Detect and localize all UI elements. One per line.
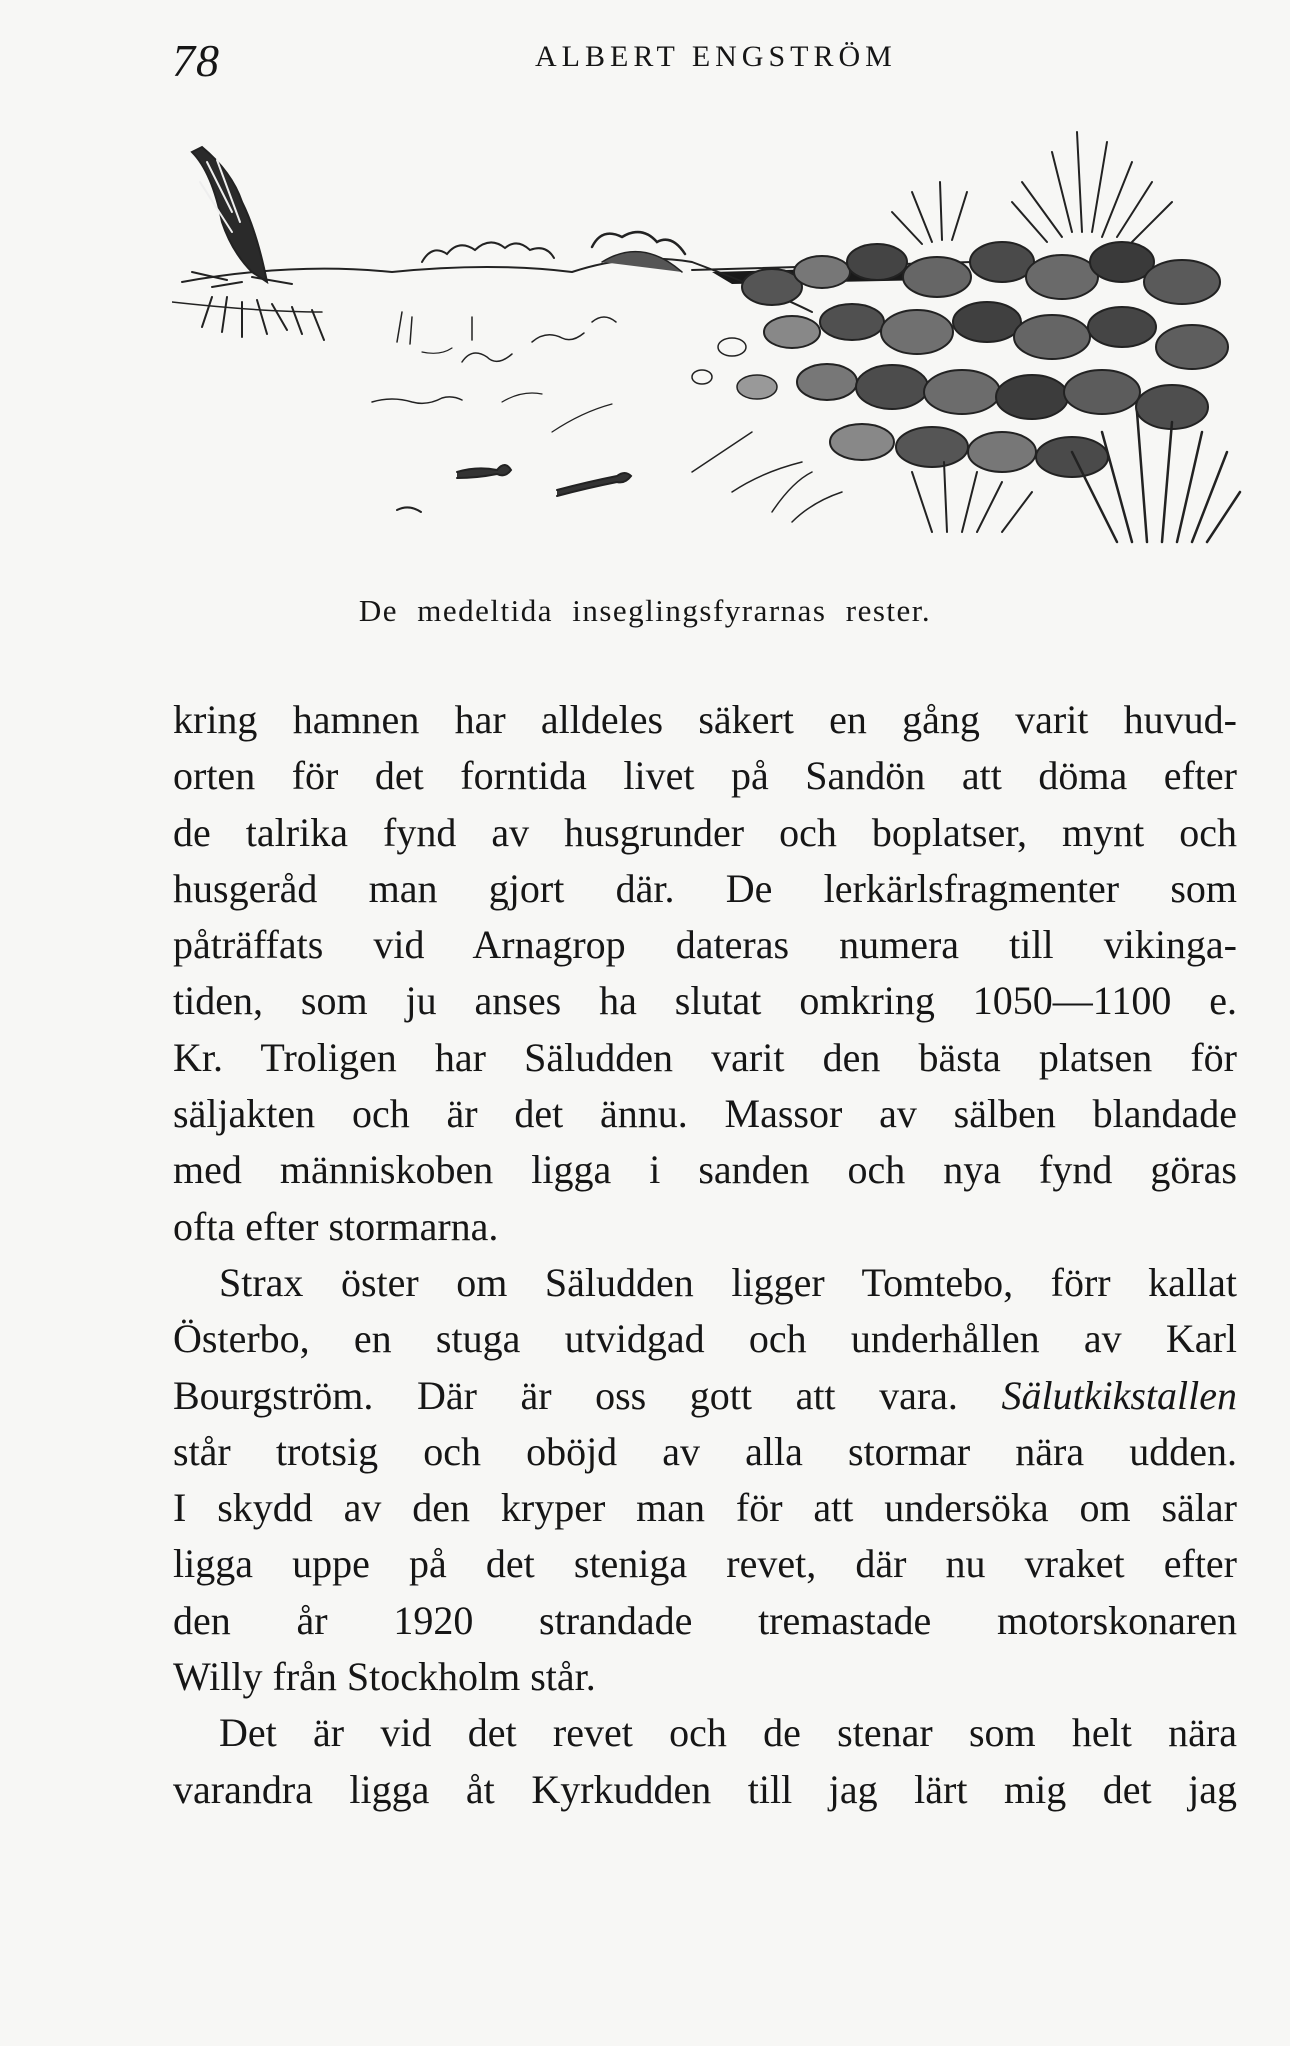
text-line: varandra ligga åt Kyrkudden till jag lärt mig det jag bbox=[173, 1766, 1237, 1812]
text-line: husgeråd man gjort där. De lerkärlsfragmenter som bbox=[173, 865, 1237, 911]
paragraph-3 bbox=[173, 1705, 1237, 1818]
text-line: Österbo, en stuga utvidgad och underhållen av Karl bbox=[173, 1316, 1237, 1362]
body-text bbox=[173, 692, 1237, 1818]
text-line: ligga uppe på det steniga revet, där nu vraket efter bbox=[173, 1541, 1237, 1587]
text-line bbox=[173, 1368, 1237, 1424]
paragraph-2 bbox=[173, 1255, 1237, 1705]
page-header bbox=[0, 34, 1290, 84]
text-line: kring hamnen har alldeles säkert en gång varit huvud- bbox=[173, 697, 1237, 742]
text-line: Kr. Troligen har Säludden varit den bästa platsen för bbox=[173, 1034, 1237, 1080]
text-line: Willy från Stockholm står. bbox=[173, 1654, 596, 1700]
text-line: Strax öster om Säludden ligger Tomtebo, förr kallat bbox=[219, 1259, 1237, 1305]
text-line: påträffats vid Arnagrop dateras numera till vikinga- bbox=[173, 922, 1237, 968]
text-line: orten för det forntida livet på Sandön att döma efter bbox=[173, 753, 1237, 799]
text-line: med människoben ligga i sanden och nya fynd göras bbox=[173, 1147, 1237, 1193]
text-line: ofta efter stormarna. bbox=[173, 1203, 499, 1249]
text-line: den år 1920 strandade tremastade motorskonaren bbox=[173, 1597, 1237, 1643]
running-head: ALBERT ENGSTRÖM bbox=[535, 40, 897, 73]
figure-caption: De medeltida inseglingsfyrarnas rester. bbox=[358, 593, 932, 628]
sketch-dunes-stones-illustration bbox=[172, 112, 1245, 564]
text-span: Bourgström. Där är oss gott att vara. bbox=[173, 1372, 1002, 1418]
text-line: tiden, som ju anses ha slutat omkring 1050—1100 e. bbox=[173, 978, 1237, 1024]
page-number: 78 bbox=[172, 35, 220, 86]
text-line: står trotsig och oböjd av alla stormar nära udden. bbox=[173, 1428, 1237, 1474]
text-line: säljakten och är det ännu. Massor av sälben blandade bbox=[173, 1091, 1237, 1137]
text-line: Det är vid det revet och de stenar som helt nära bbox=[219, 1710, 1237, 1756]
text-line: de talrika fynd av husgrunder och boplatser, mynt och bbox=[173, 809, 1237, 855]
paragraph-1 bbox=[173, 692, 1237, 1255]
italic-place-name: Sälutkikstallen bbox=[1001, 1372, 1237, 1418]
text-line: I skydd av den kryper man för att undersöka om sälar bbox=[173, 1485, 1237, 1531]
